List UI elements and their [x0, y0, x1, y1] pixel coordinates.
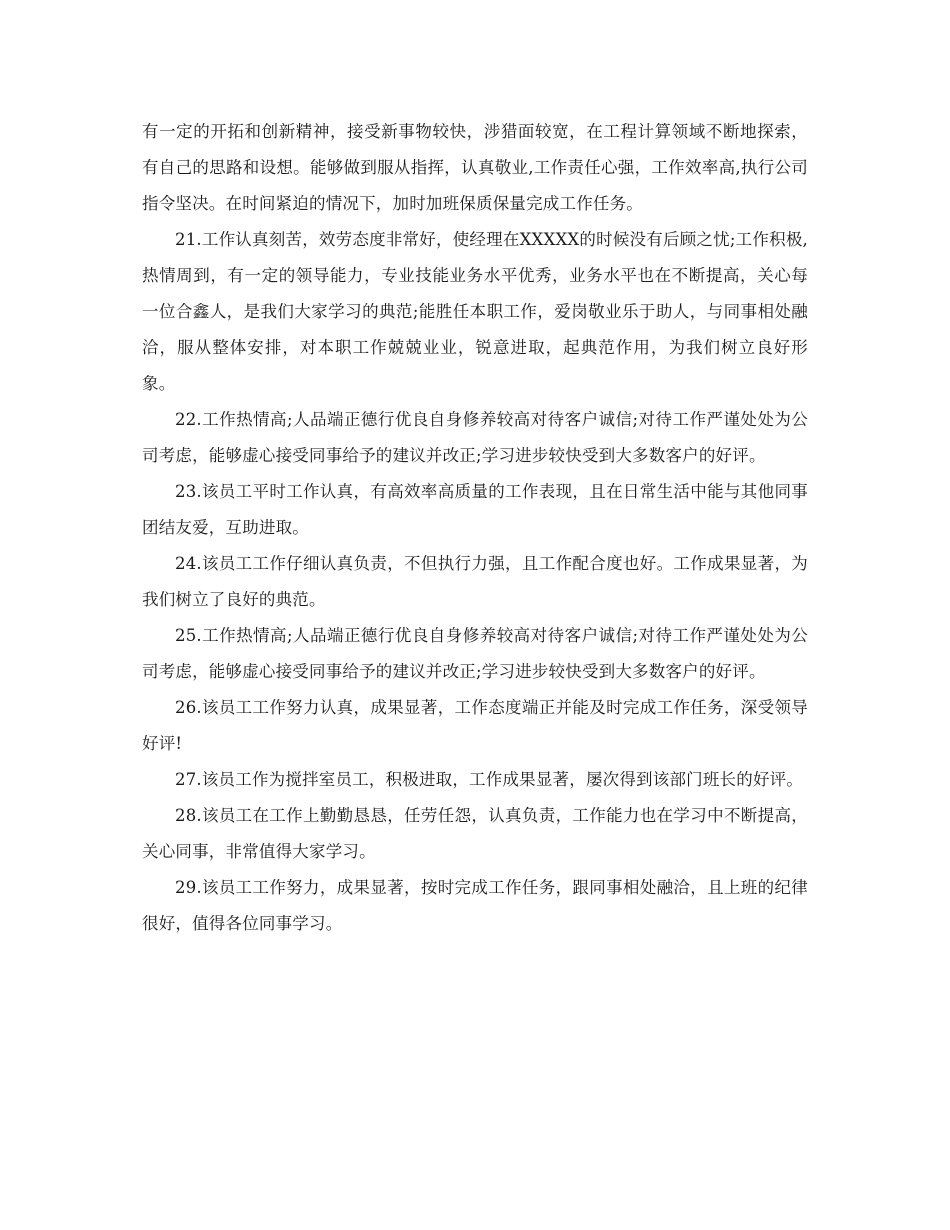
paragraph-29: 29.该员工工作努力，成果显著，按时完成工作任务，跟同事相处融洽，且上班的纪律很好，值得各位同事学习。	[142, 878, 808, 933]
paragraph-21: 21.工作认真刻苦，效劳态度非常好，使经理在XXXXX的时候没有后顾之忧;工作积极,热情周到，有一定的领导能力，专业技能业务水平优秀，业务水平也在不断提高，关心每一位合鑫人，是我们大家学习的典范;能胜任本职工作，爱岗敬业乐于助人，与同事相处融洽，服从整体安排，对本职工作兢兢业业，锐意进取，起典范作用，为我们树立良好形象。	[142, 230, 808, 393]
paragraph-25: 25.工作热情高;人品端正德行优良自身修养较高对待客户诚信;对待工作严谨处处为公司考虑，能够虚心接受同事给予的建议并改正;学习进步较快受到大多数客户的好评。	[142, 626, 808, 681]
paragraph-28: 28.该员工在工作上勤勤恳恳，任劳任怨，认真负责，工作能力也在学习中不断提高，关心同事，非常值得大家学习。	[142, 806, 808, 861]
paragraph-26: 26.该员工工作努力认真，成果显著，工作态度端正并能及时完成工作任务，深受领导好评!	[142, 698, 808, 753]
paragraph-23: 23.该员工平时工作认真，有高效率高质量的工作表现，且在日常生活中能与其他同事团结友爱，互助进取。	[142, 482, 808, 537]
paragraph-22: 22.工作热情高;人品端正德行优良自身修养较高对待客户诚信;对待工作严谨处处为公司考虑，能够虚心接受同事给予的建议并改正;学习进步较快受到大多数客户的好评。	[142, 410, 808, 465]
paragraph-27: 27.该员工作为搅拌室员工，积极进取，工作成果显著，屡次得到该部门班长的好评。	[175, 770, 804, 789]
document-body	[142, 114, 808, 942]
paragraph-24: 24.该员工工作仔细认真负责，不但执行力强，且工作配合度也好。工作成果显著，为我们树立了良好的典范。	[142, 554, 808, 609]
paragraph-intro: 有一定的开拓和创新精神，接受新事物较快，涉猎面较宽，在工程计算领域不断地探索，有自己的思路和设想。能够做到服从指挥，认真敬业,工作责任心强，工作效率高,执行公司指令坚决。在时间紧迫的情况下，加时加班保质保量完成工作任务。	[142, 122, 808, 213]
